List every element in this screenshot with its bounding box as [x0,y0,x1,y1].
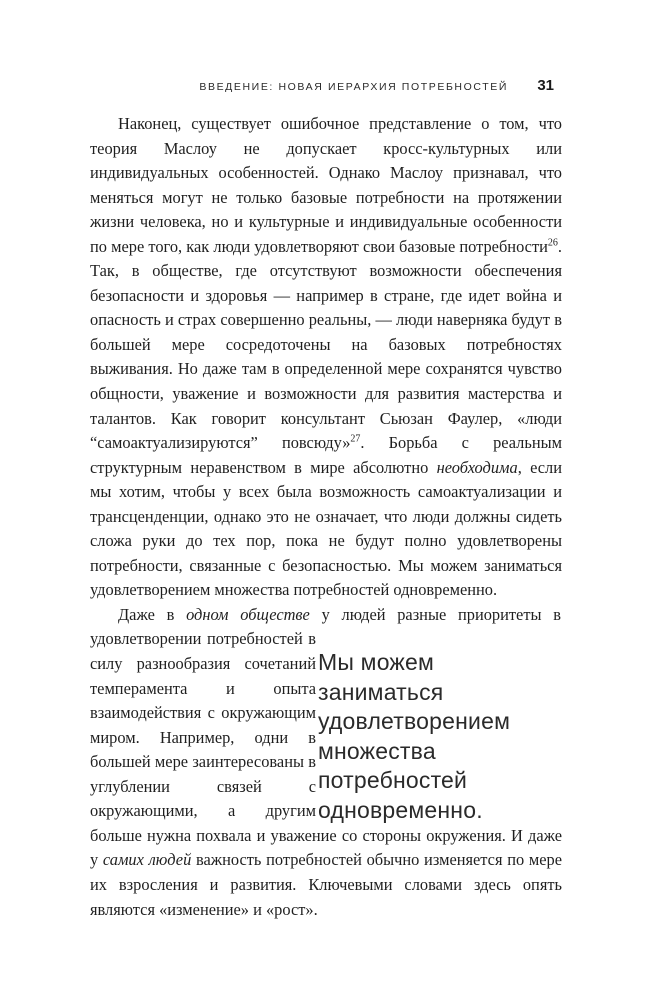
emphasis-one-society: одном обществе [186,604,310,624]
paragraph-1-part-3: . Борьба с реальным структурным неравенством в мире абсолютно [90,433,562,477]
paragraph-1 [90,112,562,603]
pull-quote: Мы можем заниматься удовлетворением множества потребностей одновременно. [318,649,511,823]
paragraph-2-part-1: Даже в [118,604,187,624]
paragraph-2-part-3: важность потребностей обычно изменяется по мере их взросления и развития. Ключевыми словами здесь опять являются «изменение» и «рост». [90,850,562,919]
emphasis-people-themselves: самих людей [102,850,192,870]
paragraph-1-part-2: . Так, в обществе, где отсутствуют возможности обеспечения безопасности и здоровья — например в стране, где идет война и опасность и страх совершенно реальны, — люди наверняка будут в большей мере сосредоточены на базовых потребностях выживания. Но даже там в определенной мере сохранятся чувство общности, уважение и возможности для развития мастерства и талантов. Как говорит консультант Сьюзан Фаулер, «люди “самоактуализируются” повсюду» [90,236,562,453]
pull-quote-offset [561,603,562,640]
footnote-ref-26[interactable]: 26 [547,237,558,249]
footnote-ref-27[interactable]: 27 [350,433,361,445]
running-title: ВВЕДЕНИЕ: НОВАЯ ИЕРАРХИЯ ПОТРЕБНОСТЕЙ [199,81,508,93]
emphasis-necessary: необходима [436,457,518,477]
paragraph-1-part-4: , если мы хотим, чтобы у всех была возможность самоактуализации и трансценденции, однако это не означает, что люди должны сидеть сложа руки до тех пор, пока не будут полно удовлетворены потребности, связанные с безопасностью. Мы можем заниматься удовлетворением множества потребностей одновременно. [90,457,562,600]
paragraph-2-part-2a: у людей разные приоритеты в удовлетворении потребностей в силу разнообразия сочетаний темперамента и опыта взаимодействия с окружающим миром. Например, одни в большей мере заинтересованы в углублении связей с окружающими, а другим больше нужна похвала и уважение со стороны окружения. И даже у [90,604,562,870]
running-head [90,77,556,99]
page-number: 31 [537,77,554,94]
paragraph-1-part-1: Наконец, существует ошибочное представление о том, что теория Маслоу не допускает кросс-культурных или индивидуальных особенностей. Однако Маслоу признавал, что меняться могут не только базовые потребности на протяжении жизни человека, но и культурные и индивидуальные особенности по мере того, как люди удовлетворяют свои базовые потребности [90,114,562,256]
